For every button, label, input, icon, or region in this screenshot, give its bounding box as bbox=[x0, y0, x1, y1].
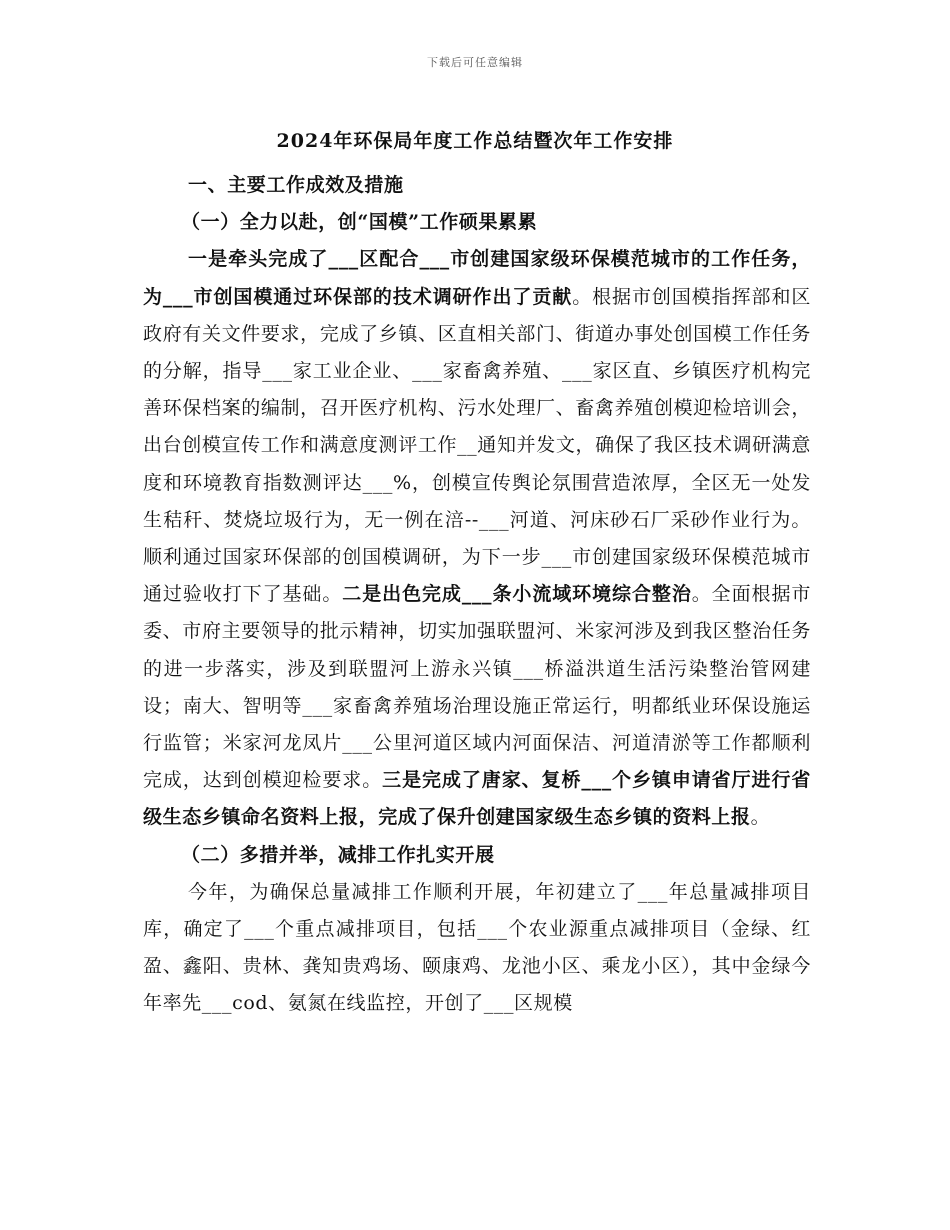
document-title: 2024年环保局年度工作总结暨次年工作安排 bbox=[276, 130, 674, 152]
paragraph-text: 。 bbox=[750, 806, 771, 829]
paragraph-text: 。全面根据市委、市府主要领导的批示精神，切实加强联盟河、米家河涉及到我区整治任务的进一步落实，涉及到联盟河上游永兴镇___桥溢洪道生活污染整治管网建设；南大、智明等___家畜禽养殖场治理设施正常运行，明都纸业环保设施运行监管；米家河龙凤片___公里河道区域内河面保洁、河道清淤等工作都顺利完成，达到创模迎检要求。 bbox=[143, 583, 811, 792]
highlight-third-item: 三是完成了唐家、复桥___个乡镇申请省厅进行省级生态乡镇命名资料上报，完成了保升创建国家级生态乡镇的资料上报 bbox=[143, 769, 811, 829]
highlight-first-item: 一是牵头完成了___区配合___市创建国家级环保模范城市的工作任务，为___市创国模通过环保部的技术调研作出了贡献 bbox=[143, 248, 811, 308]
section-heading-main-achievements: 一、主要工作成效及措施 bbox=[188, 174, 404, 196]
paragraph-national-model-work bbox=[143, 241, 811, 836]
paragraph-emission-reduction: 今年，为确保总量减排工作顺利开展，年初建立了___年总量减排项目库，确定了___个重点减排项目，包括___个农业源重点减排项目（金绿、红盈、鑫阳、贵林、龚知贵鸡场、颐康鸡、龙池小区、乘龙小区），其中金绿今年率先___cod、氨氮在线监控，开创了___区规模 bbox=[143, 880, 811, 1015]
highlight-second-item: 二是出色完成___条小流域环境综合整治 bbox=[342, 583, 692, 606]
subsection-heading-emission-reduction: （二）多措并举，减排工作扎实开展 bbox=[181, 843, 495, 866]
page-header-note: 下载后可任意编辑 bbox=[427, 56, 523, 69]
paragraph-text: 。根据市创国模指挥部和区政府有关文件要求，完成了乡镇、区直相关部门、街道办事处创国模工作任务的分解，指导___家工业企业、___家畜禽养殖、___家区直、乡镇医疗机构完善环保档案的编制，召开医疗机构、污水处理厂、畜禽养殖创模迎检培训会，出台创模宣传工作和满意度测评工作__通知并发文，确保了我区技术调研满意度和环境教育指数测评达___%，创模宣传舆论氛围营造浓厚，全区无一处发生秸秆、焚烧垃圾行为，无一例在涪--___河道、河床砂石厂采砂作业行为。顺利通过国家环保部的创国模调研，为下一步___市创建国家级环保模范城市通过验收打下了基础。 bbox=[143, 285, 811, 606]
subsection-heading-national-model: （一）全力以赴，创“国模”工作硕果累累 bbox=[181, 211, 538, 234]
document-body bbox=[143, 167, 811, 1023]
